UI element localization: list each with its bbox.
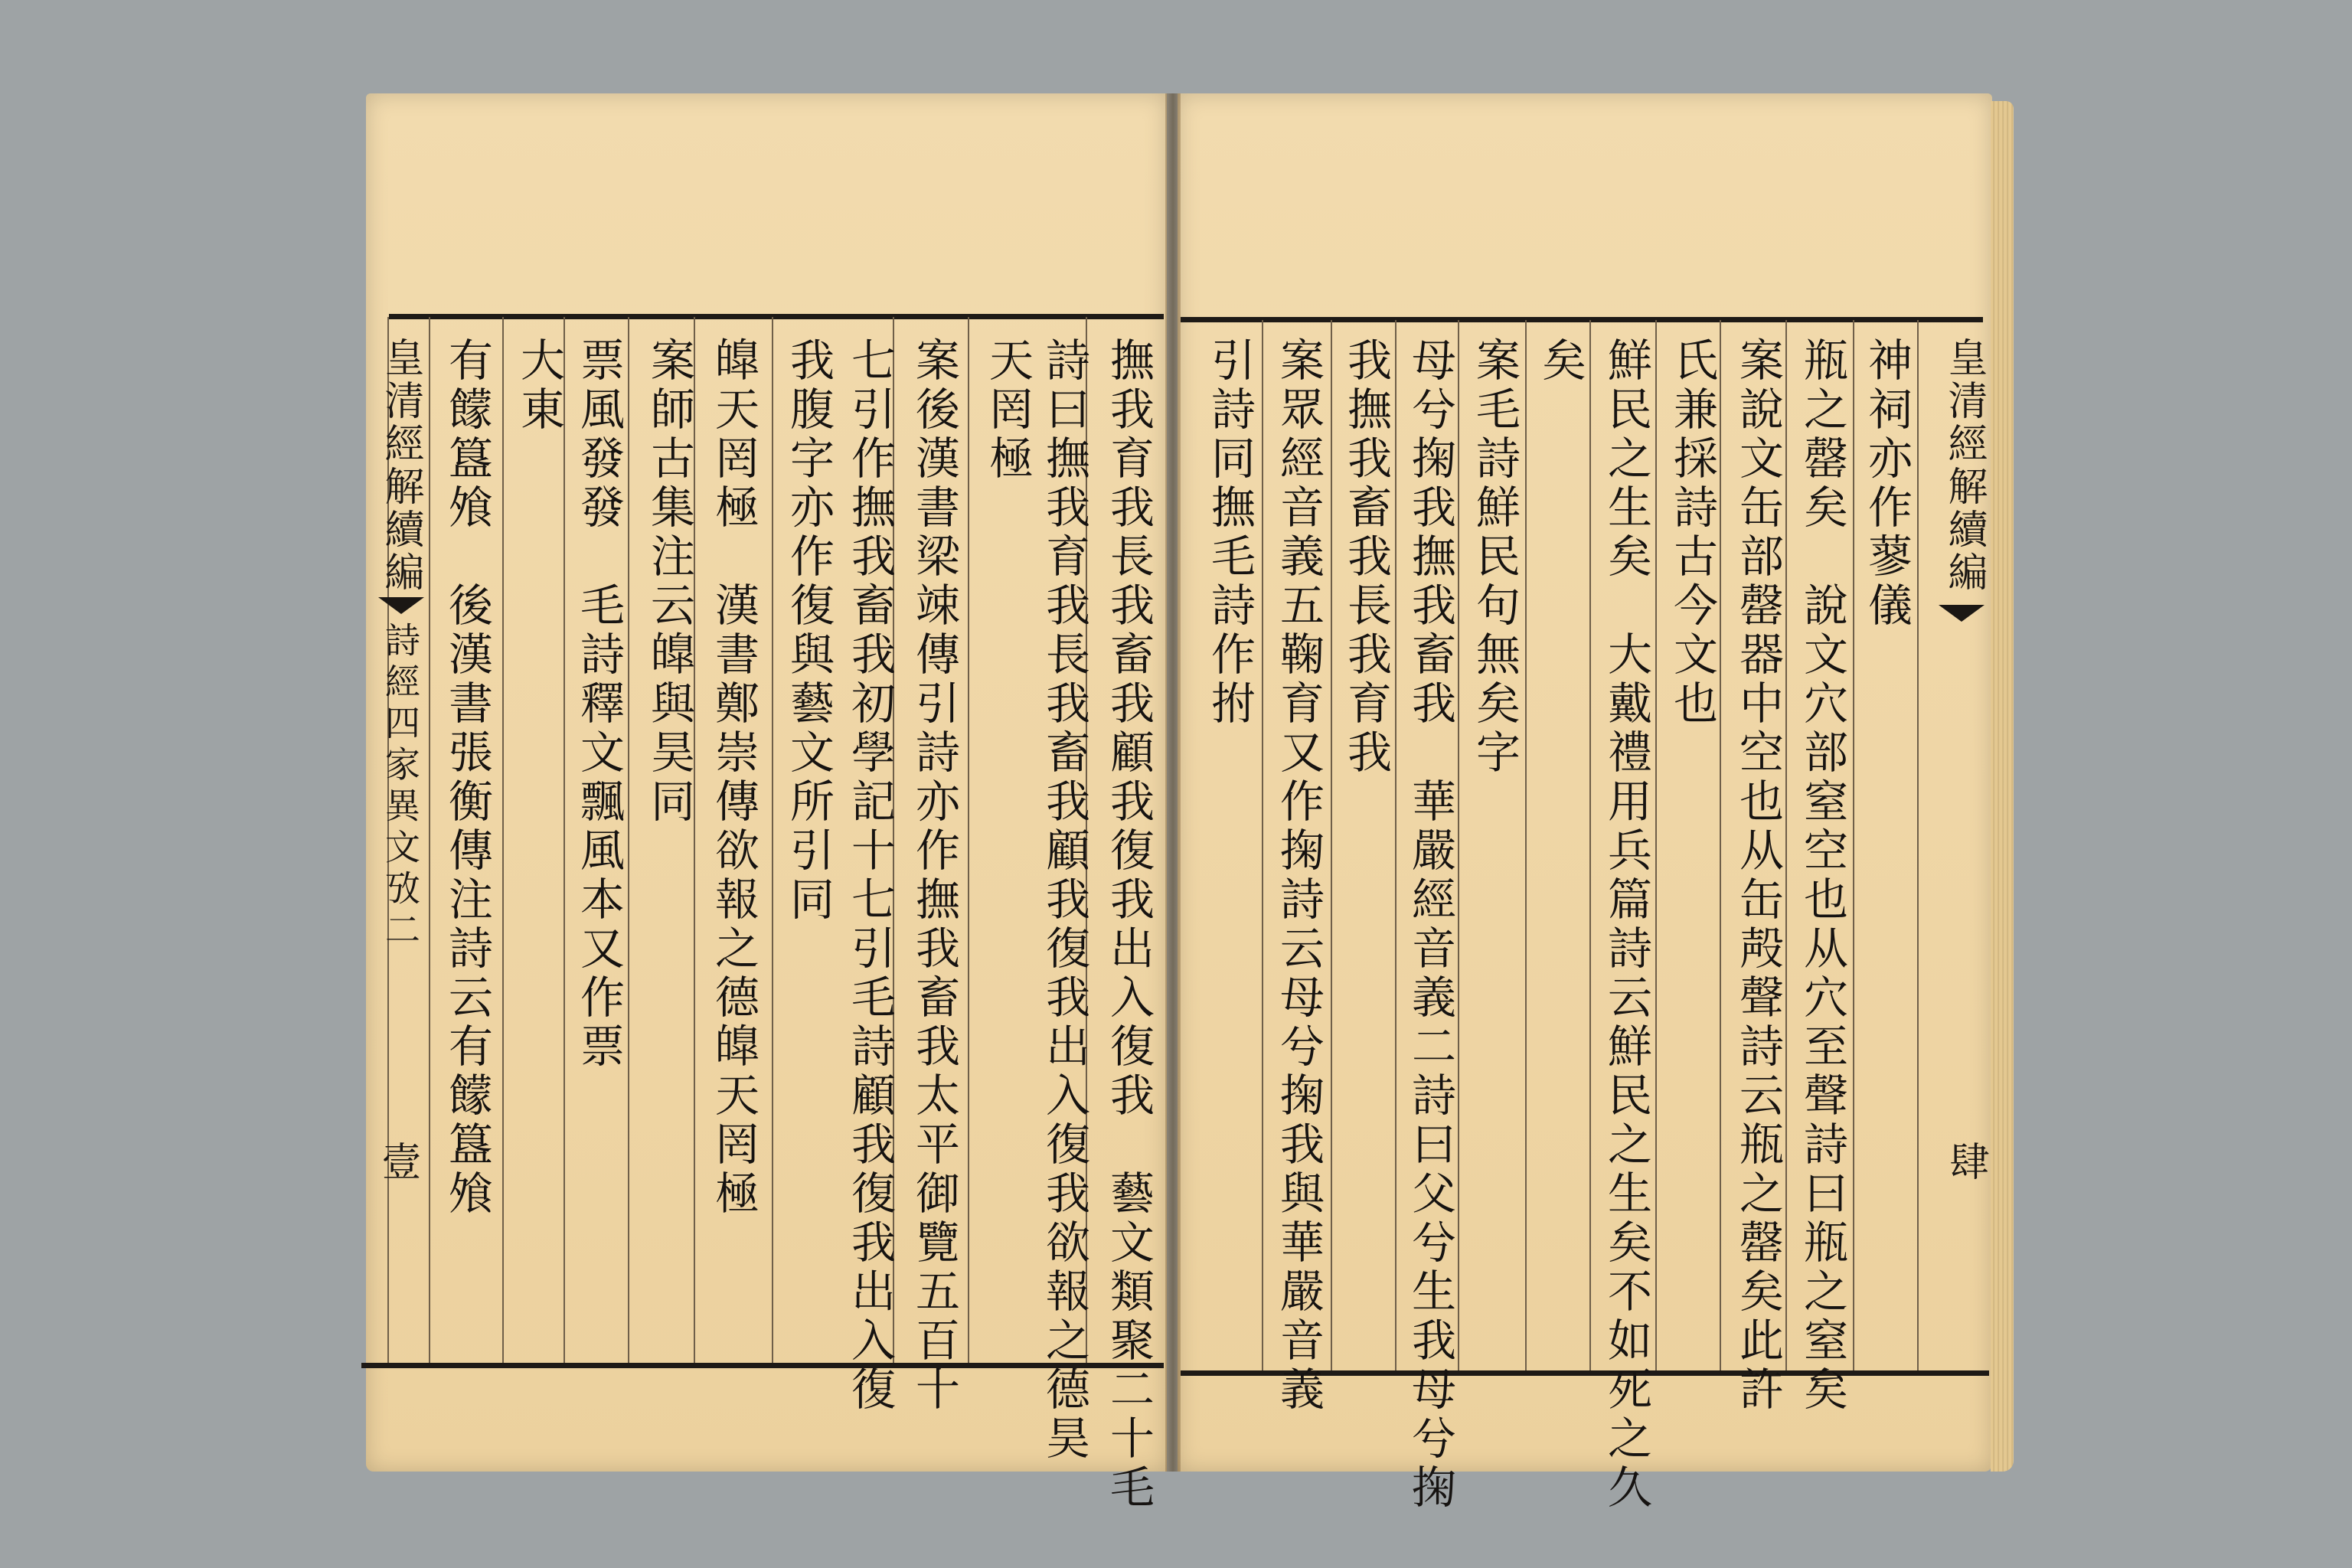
column-rule xyxy=(1331,320,1332,1370)
text-column: 案師古集注云皥與昊同 xyxy=(643,337,695,827)
text-column: 母兮掬我撫我畜我 華嚴經音義二詩曰父兮生我母兮掬 xyxy=(1404,337,1456,1513)
text-column: 瓶之罄矣 說文穴部窒空也从穴至聲詩曰瓶之窒矣 xyxy=(1796,337,1848,1415)
page-edges xyxy=(1991,101,2014,1472)
text-column: 大東 xyxy=(513,337,565,435)
page-number: 肆 xyxy=(1942,1141,1988,1181)
text-column: 矣 xyxy=(1534,337,1586,386)
column-rule xyxy=(502,317,504,1363)
text-column: 案說文缶部罄器中空也从缶殸聲詩云瓶之罄矣此許 xyxy=(1732,337,1784,1415)
margin-subtitle: 詩經四家異文攷二 xyxy=(380,622,421,952)
text-column: 我撫我畜我長我育我 xyxy=(1340,337,1392,778)
page-number: 壹 xyxy=(374,1141,420,1181)
column-rule xyxy=(968,317,969,1363)
text-column: 有饛簋飧 後漢書張衡傳注詩云有饛簋飧 xyxy=(441,337,493,1219)
text-column: 皥天罔極 漢書鄭崇傳欲報之德皥天罔極 xyxy=(707,337,760,1219)
text-column: 天罔極 xyxy=(982,337,1034,484)
book-gutter xyxy=(1165,93,1181,1472)
margin-title: 皇清經解續編 xyxy=(377,337,423,594)
text-column: 七引作撫我畜我初學記十七引毛詩顧我復我出入復 xyxy=(844,337,896,1415)
margin-title: 皇清經解續編 xyxy=(1941,337,1987,594)
text-column: 氏兼採詩古今文也 xyxy=(1666,337,1718,729)
text-column: 鮮民之生矣 大戴禮用兵篇詩云鮮民之生矣不如死之久 xyxy=(1600,337,1652,1513)
left-frame-top xyxy=(389,314,1164,319)
column-rule xyxy=(1917,320,1919,1370)
text-column: 案眾經音義五鞠育又作掬詩云母兮掬我與華嚴音義 xyxy=(1272,337,1325,1415)
text-column: 引詩同撫毛詩作拊 xyxy=(1204,337,1256,729)
text-column: 案後漢書梁竦傳引詩亦作撫我畜我太平御覽五百十 xyxy=(908,337,960,1415)
column-rule xyxy=(1262,320,1263,1370)
text-column: 我腹字亦作復與藝文所引同 xyxy=(782,337,835,925)
text-column: 詩曰撫我育我長我畜我顧我復我出入復我欲報之德昊 xyxy=(1038,337,1090,1464)
column-rule xyxy=(772,317,773,1363)
text-column: 票風發發 毛詩釋文飄風本又作票 xyxy=(573,337,625,1072)
text-column: 案毛詩鮮民句無矣字 xyxy=(1468,337,1521,778)
column-rule xyxy=(1853,320,1854,1370)
text-column: 撫我育我長我畜我顧我復我出入復我 藝文類聚二十毛 xyxy=(1102,337,1155,1513)
text-column: 神祠亦作蓼儀 xyxy=(1860,337,1913,631)
right-frame-top xyxy=(1181,317,1983,322)
column-rule xyxy=(1525,320,1527,1370)
